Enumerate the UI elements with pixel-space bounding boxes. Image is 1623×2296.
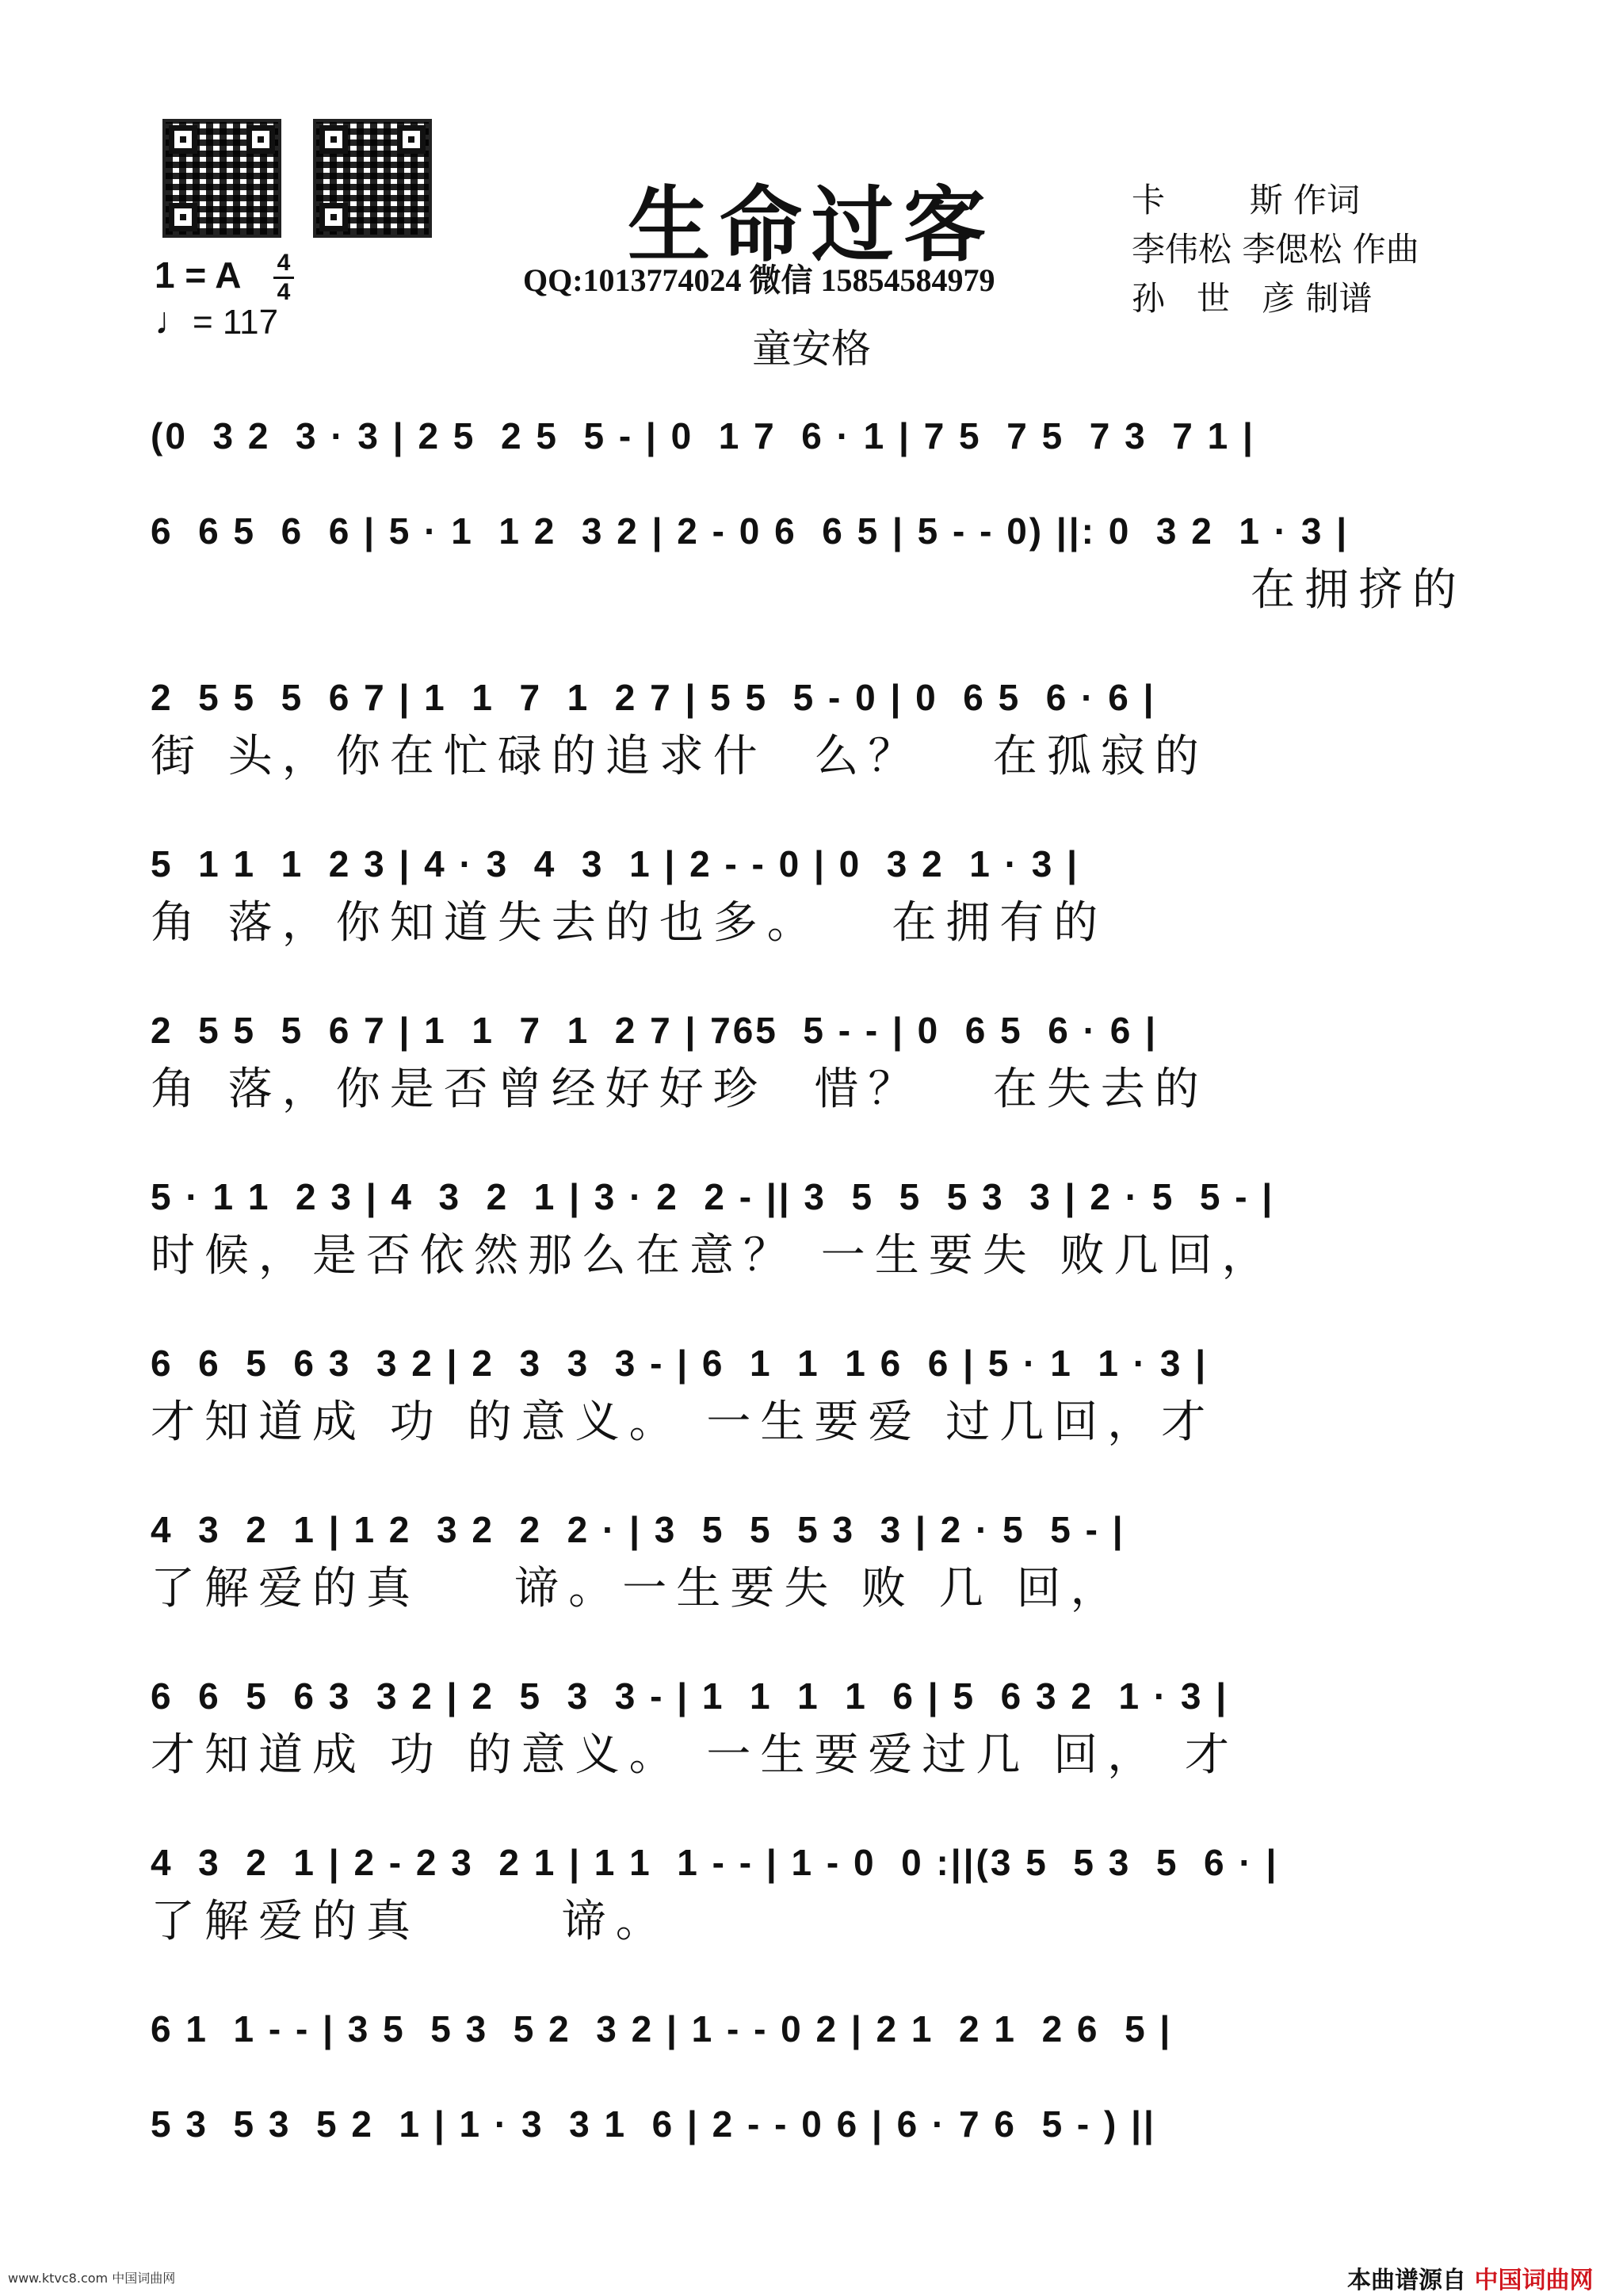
lyrics-row: 了解爱的真 谛。 xyxy=(151,1896,670,1947)
lyrics-row: 在拥挤的 xyxy=(1251,564,1466,616)
music-row: 6 6 5 6 3 3 2 | 2 5 3 3 - | 1 1 1 1 6 | 5 6 3 2 1 · 3 | xyxy=(151,1675,1229,1717)
system-8 xyxy=(151,1498,1482,1664)
music-row: 4 3 2 1 | 1 2 3 2 2 2 · | 3 5 5 5 3 3 | 2 · 5 5 - | xyxy=(151,1509,1125,1550)
music-row: 6 6 5 6 6 | 5 · 1 1 2 3 2 | 2 - 0 6 6 5 | 5 - - 0) ||: 0 3 2 1 · 3 | xyxy=(151,510,1350,552)
lyrics-row: 了解爱的真 谛。一生要失 败 几 回， xyxy=(151,1563,1125,1614)
quarter-note-icon: ♩ xyxy=(155,300,193,342)
lyrics-row: 时候，是否依然那么在意？ 一生要失 败几回， xyxy=(151,1230,1276,1282)
key-signature: 1 = A xyxy=(155,254,242,296)
contact-info: QQ:1013774024 微信 15854584979 xyxy=(523,262,995,298)
lyrics-row: 街 头，你在忙碌的追求什 么？ 在孤寂的 xyxy=(151,731,1209,782)
song-title: 生命过客 xyxy=(627,176,995,273)
credit-composer: 李伟松 李偲松 作曲 xyxy=(1132,230,1419,269)
music-row: 5 · 1 1 2 3 | 4 3 2 1 | 3 · 2 2 - || 3 5 5 5 3 3 | 2 · 5 5 - | xyxy=(151,1176,1275,1217)
music-row: 2 5 5 5 6 7 | 1 1 7 1 2 7 | 765 5 - - | 0 6 5 6 · 6 | xyxy=(151,1010,1158,1051)
music-row: 5 1 1 1 2 3 | 4 · 3 4 3 1 | 2 - - 0 | 0 3 2 1 · 3 | xyxy=(151,843,1079,884)
music-row: 6 1 1 - - | 3 5 5 3 5 2 3 2 | 1 - - 0 2 | 2 1 2 1 2 6 5 | xyxy=(151,2008,1173,2050)
system-6 xyxy=(151,1165,1482,1331)
credit-transcriber: 孙 世 彦 制谱 xyxy=(1132,279,1373,318)
music-row: 2 5 5 5 6 7 | 1 1 7 1 2 7 | 5 5 5 - 0 | 0 6 5 6 · 6 | xyxy=(151,677,1156,718)
tempo-value: = 117 xyxy=(193,303,279,342)
credit-lyricist: 卡 斯 作词 xyxy=(1132,181,1361,220)
tempo-marking xyxy=(155,300,278,343)
singer-name: 童安格 xyxy=(752,326,871,372)
footer-site: www.ktvc8.com 中国词曲网 xyxy=(8,2271,176,2286)
lyrics-row: 才知道成 功 的意义。 一生要爱过几 回， 才 xyxy=(151,1729,1239,1781)
time-signature xyxy=(273,250,294,306)
footer-source-prefix: 本曲谱源自 xyxy=(1347,2267,1466,2294)
credits xyxy=(1132,176,1607,323)
system-4 xyxy=(151,832,1482,999)
system-11 xyxy=(151,1997,1482,2092)
footer-source xyxy=(1347,2260,1593,2295)
system-10 xyxy=(151,1831,1482,1997)
music-row: 5 3 5 3 5 2 1 | 1 · 3 3 1 6 | 2 - - 0 6 | 6 · 7 6 5 - ) || xyxy=(151,2103,1156,2145)
system-12 xyxy=(151,2092,1482,2187)
system-1 xyxy=(151,404,1482,499)
system-7 xyxy=(151,1331,1482,1498)
score xyxy=(151,404,1482,2187)
time-signature-bottom: 4 xyxy=(277,279,291,305)
lyrics-row: 角 落，你是否曾经好好珍 惜？ 在失去的 xyxy=(151,1064,1209,1115)
system-9 xyxy=(151,1664,1482,1831)
lyrics-row: 角 落，你知道失去的也多。 在拥有的 xyxy=(151,897,1108,949)
music-row: (0 3 2 3 · 3 | 2 5 2 5 5 - | 0 1 7 6 · 1 | 7 5 7 5 7 3 7 1 | xyxy=(151,415,1255,457)
system-3 xyxy=(151,666,1482,832)
system-5 xyxy=(151,999,1482,1165)
lyrics-row: 才知道成 功 的意义。 一生要爱 过几回，才 xyxy=(151,1396,1216,1448)
system-2 xyxy=(151,499,1482,666)
music-row: 6 6 5 6 3 3 2 | 2 3 3 3 - | 6 1 1 1 6 6 | 5 · 1 1 · 3 | xyxy=(151,1343,1209,1384)
time-signature-top: 4 xyxy=(277,250,291,276)
footer-brand: 中国词曲网 xyxy=(1474,2267,1594,2294)
music-row: 4 3 2 1 | 2 - 2 3 2 1 | 1 1 1 - - | 1 - 0 0 :||(3 5 5 3 5 6 · | xyxy=(151,1842,1279,1883)
